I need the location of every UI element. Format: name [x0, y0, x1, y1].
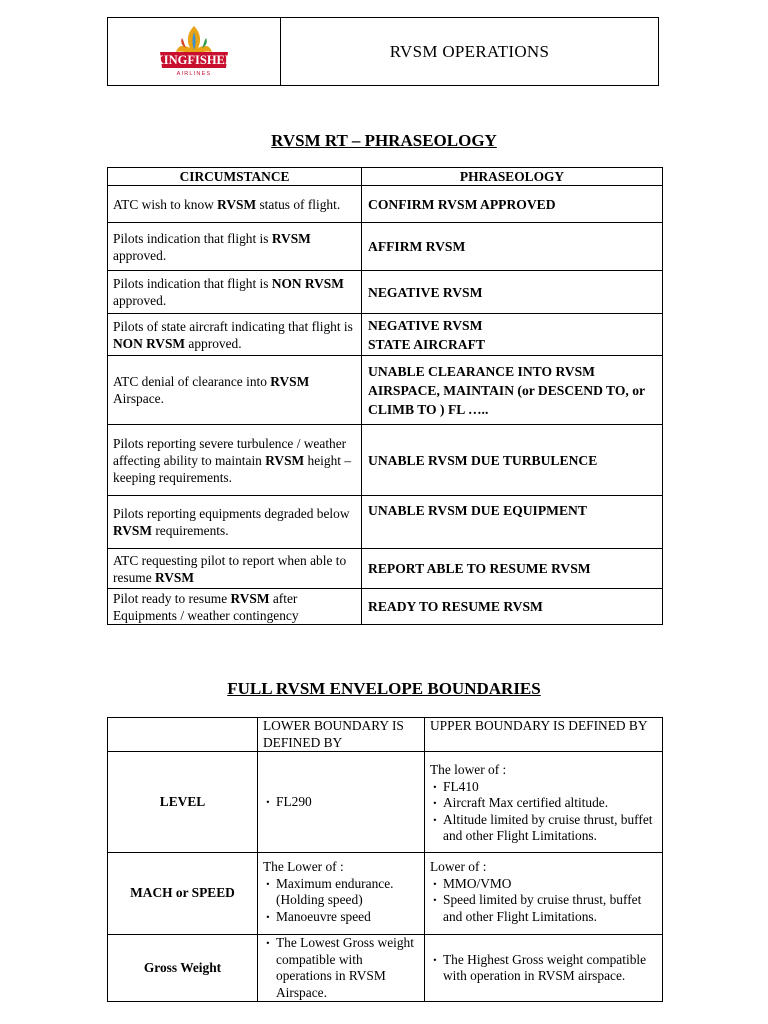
column-header: CIRCUMSTANCE [108, 168, 362, 186]
list-item: . The Highest Gross weight compatible with operation in RVSM airspace. [430, 952, 657, 985]
circumstance-cell: ATC denial of clearance into RVSM Airspace. [108, 356, 362, 425]
table-row [108, 356, 663, 425]
table-row [108, 223, 663, 271]
phraseology-cell: UNABLE CLEARANCE INTO RVSM AIRSPACE, MAINTAIN (or DESCEND TO, or CLIMB TO ) FL ….. [362, 356, 663, 425]
circumstance-cell: Pilot ready to resume RVSM after Equipments / weather contingency [108, 589, 362, 625]
row-label: Gross Weight [108, 935, 258, 1002]
row-label: LEVEL [108, 752, 258, 853]
upper-boundary-cell: The lower of : . FL410 . Aircraft Max certified altitude. . Altitude limited by cruise thrust, buffet and other Flight Limitations. [425, 752, 663, 853]
table-row [108, 271, 663, 314]
envelope-boundaries-table [107, 717, 663, 1002]
table-row [108, 496, 663, 549]
svg-text:AIRLINES: AIRLINES [176, 71, 212, 77]
upper-boundary-cell: Lower of : . MMO/VMO . Speed limited by cruise thrust, buffet and other Flight Limitations. [425, 853, 663, 935]
table-row [108, 314, 663, 356]
phraseology-cell: UNABLE RVSM DUE EQUIPMENT [362, 496, 663, 549]
document-header [107, 17, 659, 86]
list-item: . FL410 [430, 779, 657, 796]
kingfisher-bird-icon [108, 18, 280, 85]
circumstance-cell: Pilots indication that flight is NON RVSM approved. [108, 271, 362, 314]
table-row [108, 549, 663, 589]
list-item: . Altitude limited by cruise thrust, buffet and other Flight Limitations. [430, 812, 657, 845]
table-row [108, 752, 663, 853]
column-header-empty [108, 718, 258, 752]
row-label: MACH or SPEED [108, 853, 258, 935]
circumstance-cell: ATC requesting pilot to report when able to resume RVSM [108, 549, 362, 589]
circumstance-cell: ATC wish to know RVSM status of flight. [108, 186, 362, 223]
phraseology-cell: READY TO RESUME RVSM [362, 589, 663, 625]
circumstance-cell: Pilots indication that flight is RVSM approved. [108, 223, 362, 271]
lower-boundary-cell: The Lower of : . Maximum endurance. (Holding speed) . Manoeuvre speed [258, 853, 425, 935]
table-row [108, 589, 663, 625]
phraseology-cell: NEGATIVE RVSM STATE AIRCRAFT [362, 314, 663, 356]
lower-boundary-cell [258, 752, 425, 853]
table-header-row [108, 168, 663, 186]
column-header: UPPER BOUNDARY IS DEFINED BY [425, 718, 663, 752]
phraseology-cell: AFFIRM RVSM [362, 223, 663, 271]
circumstance-cell: Pilots reporting equipments degraded below RVSM requirements. [108, 496, 362, 549]
list-item: . Aircraft Max certified altitude. [430, 795, 657, 812]
table-row [108, 853, 663, 935]
list-item: . Speed limited by cruise thrust, buffet and other Flight Limitations. [430, 892, 657, 925]
lower-boundary-cell [258, 935, 425, 1002]
table-row [108, 425, 663, 496]
list-item: . The Lowest Gross weight compatible with operations in RVSM Airspace. [263, 935, 419, 1001]
phraseology-table [107, 167, 663, 625]
table-header-row [108, 718, 663, 752]
list-item: . Manoeuvre speed [263, 909, 419, 926]
phraseology-cell: CONFIRM RVSM APPROVED [362, 186, 663, 223]
circumstance-cell: Pilots of state aircraft indicating that flight is NON RVSM approved. [108, 314, 362, 356]
list-item: . Maximum endurance. (Holding speed) [263, 876, 419, 909]
section-heading-envelope: FULL RVSM ENVELOPE BOUNDARIES [227, 679, 541, 698]
phraseology-cell: NEGATIVE RVSM [362, 271, 663, 314]
kingfisher-logo [108, 18, 281, 85]
list-item: . FL290 [263, 794, 419, 811]
document-title: RVSM OPERATIONS [389, 41, 550, 61]
phraseology-cell: UNABLE RVSM DUE TURBULENCE [362, 425, 663, 496]
circumstance-cell: Pilots reporting severe turbulence / weather affecting ability to maintain RVSM height – keeping requirements. [108, 425, 362, 496]
column-header: PHRASEOLOGY [362, 168, 663, 186]
phraseology-cell: REPORT ABLE TO RESUME RVSM [362, 549, 663, 589]
section-heading-phraseology: RVSM RT – PHRASEOLOGY [271, 131, 497, 150]
list-item: . MMO/VMO [430, 876, 657, 893]
svg-text:KINGFISHER: KINGFISHER [154, 53, 234, 67]
table-row [108, 186, 663, 223]
table-row [108, 935, 663, 1002]
column-header: LOWER BOUNDARY IS DEFINED BY [258, 718, 425, 752]
upper-boundary-cell [425, 935, 663, 1002]
